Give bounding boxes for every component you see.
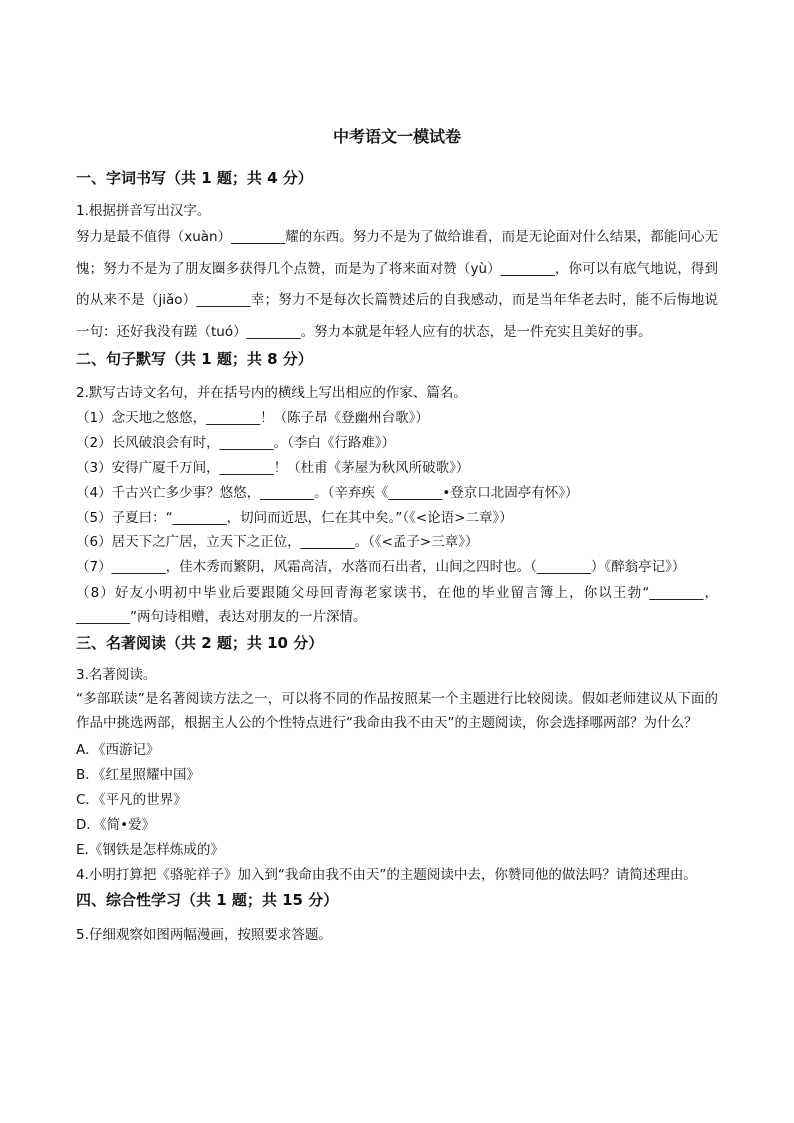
question-2-item: （4）千古兴亡多少事？悠悠，________。（辛弃疾《________•登京口北固亭有怀》） xyxy=(76,485,579,501)
section-heading-4: 四、综合性学习（共 1 题；共 15 分） xyxy=(76,891,339,909)
question-3-option: E.《钢铁是怎样炼成的》 xyxy=(76,842,224,858)
question-1-prompt: 1.根据拼音写出汉字。 xyxy=(76,203,211,219)
question-2-item: （6）居天下之广居，立天下之正位，________。（《<孟子>三章》） xyxy=(76,534,479,550)
question-3-option: B．《红星照耀中国》 xyxy=(76,767,201,783)
page-title: 中考语文一模试卷 xyxy=(332,127,461,146)
question-2-item: （1）念天地之悠悠，________！（陈子昂《登幽州台歌》） xyxy=(76,410,429,426)
question-2-prompt: 2.默写古诗文名句，并在括号内的横线上写出相应的作家、篇名。 xyxy=(76,385,467,401)
question-2-item: （7）________，佳木秀而繁阴，风霜高洁，水落而石出者，山间之四时也。（________）《醉翁亭记》） xyxy=(76,559,686,575)
question-4-text: 4.小明打算把《骆驼祥子》加入到“我命由我不由天”的主题阅读中去，你赞同他的做法吗？请简述理由。 xyxy=(76,867,697,883)
question-3-text: “多部联读”是名著阅读方法之一，可以将不同的作品按照某一个主题进行比较阅读。假如老师建议从下面的作品中挑选两部，根据主人公的个性特点进行“我命由我不由天”的主题阅读，你会选择哪两部？为什么？ xyxy=(76,691,718,731)
question-3-option: C．《平凡的世界》 xyxy=(76,792,187,808)
question-2-item: （3）安得广厦千万间，________！（杜甫《茅屋为秋风所破歌》） xyxy=(76,460,470,476)
question-1-text: 努力是最不值得（xuàn）________耀的东西。努力不是为了做给谁看，而是无论面对什么结果，都能问心无愧；努力不是为了朋友圈多获得几个点赞，而是为了将来面对赞（yù）________，你可以有底气地说，得到的从来不是（jiǎo）________幸；努力不是每次长篇赞述后的自我感动，而是当年华老去时，能不后悔地说一句：还好我没有蹉（tuó）________。努力本就是年轻人应有的状态，是一件充实且美好的事。 xyxy=(76,229,718,340)
question-3-option: D．《简•爱》 xyxy=(76,817,156,833)
question-2-item: （2）长风破浪会有时，________。（李白《行路难》） xyxy=(76,435,396,451)
section-heading-1: 一、字词书写（共 1 题；共 4 分） xyxy=(76,169,313,187)
question-2-item: （8）好友小明初中毕业后要跟随父母回青海老家读书，在他的毕业留言簿上，你以王勃“________，________”两句诗相赠，表达对朋友的一片深情。 xyxy=(76,585,718,625)
question-3-prompt: 3.名著阅读。 xyxy=(76,667,157,683)
section-heading-3: 三、名著阅读（共 2 题；共 10 分） xyxy=(76,634,324,652)
question-5-text: 5.仔细观察如图两幅漫画，按照要求答题。 xyxy=(76,927,332,943)
section-heading-2: 二、句子默写（共 1 题；共 8 分） xyxy=(76,350,313,368)
question-2-item: （5）子夏曰：“________，切问而近思，仁在其中矣。”（《<论语>二章》） xyxy=(76,510,513,526)
question-3-option: A．《西游记》 xyxy=(76,742,160,758)
